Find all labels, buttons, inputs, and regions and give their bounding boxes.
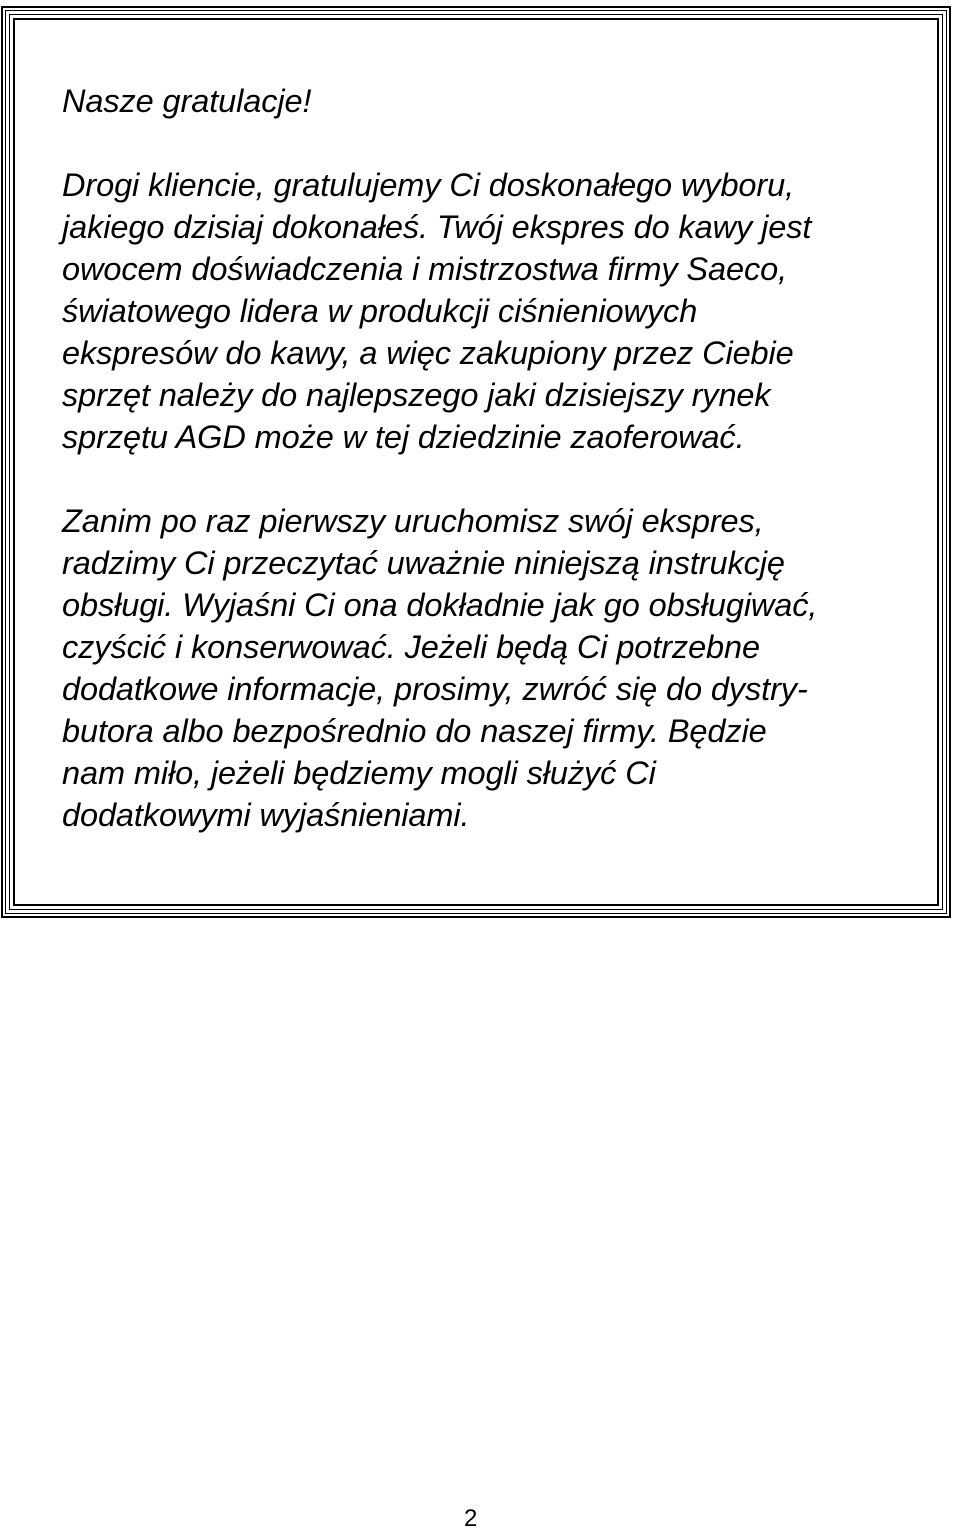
page-number: 2 <box>464 1505 478 1532</box>
paragraph-congratulations: Drogi kliencie, gratulujemy Ci doskonałego wyboru, jakiego dzisiaj dokonałeś. Twój ekspres do kawy jest owocem doświadczenia i mistrzostwa firmy Saeco, światowego lidera w produkcji ciśnieniowych ekspresów do kawy, a więc zakupiony przez Ciebie sprzęt należy do najlepszego jaki dzisiejszy rynek sprzętu AGD może w tej dziedzinie zaoferować. <box>62 167 812 455</box>
paragraph-instructions: Zanim po raz pierwszy uruchomisz swój ekspres, radzimy Ci przeczytać uważnie niniejszą instrukcję obsługi. Wyjaśni Ci ona dokładnie jak go obsługiwać, czyścić i konserwować. Jeżeli będą Ci potrzebne dodatkowe informacje, prosimy, zwróć się do dystry- butora albo bezpośrednio do naszej firmy. Będzie nam miło, jeżeli będziemy mogli służyć Ci dodatkowymi wyjaśnieniami. <box>62 503 818 833</box>
greeting-heading: Nasze gratulacje! <box>62 83 312 119</box>
letter-content <box>62 80 922 836</box>
